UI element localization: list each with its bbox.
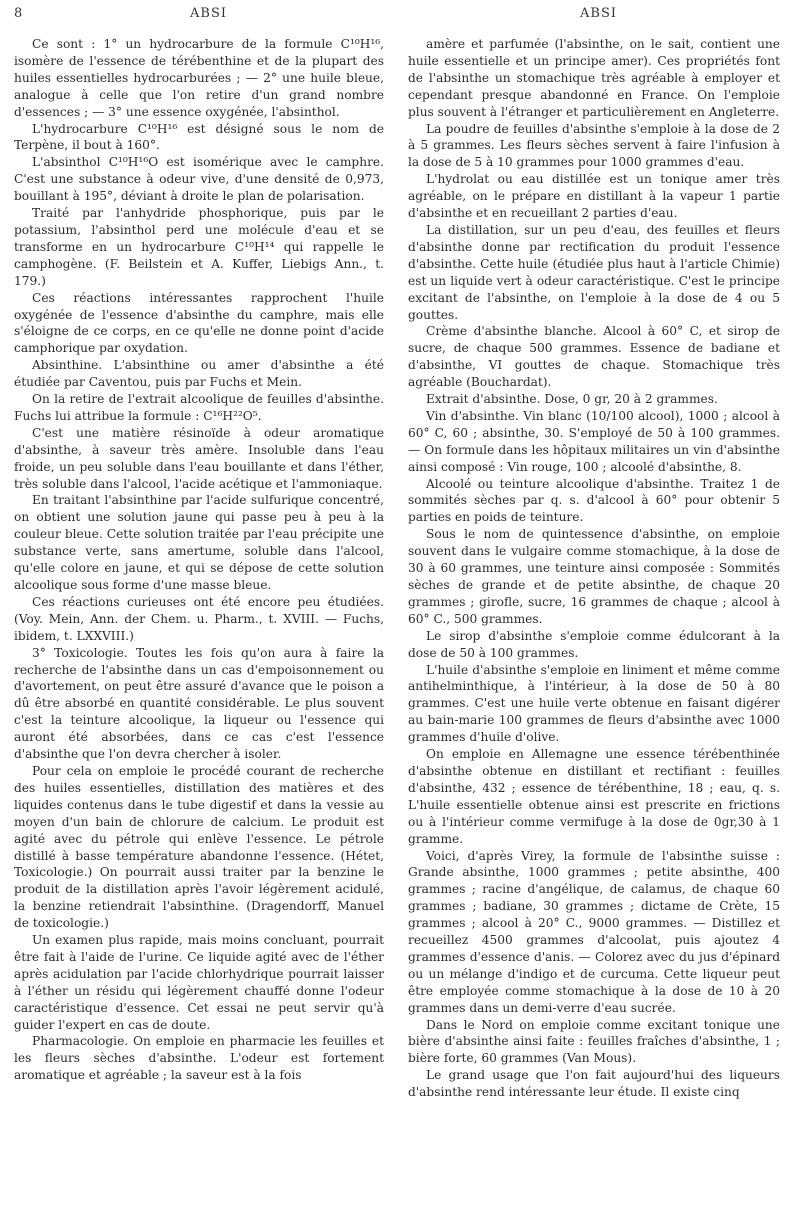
- paragraph: Alcoolé ou teinture alcoolique d'absinthe. Traitez 1 de sommités sèches par q. s. d'alcool à 60° pour obtenir 5 parties en poids de teinture.: [408, 476, 780, 525]
- paragraph: Pharmacologie. On emploie en pharmacie les feuilles et les fleurs sèches d'absinthe. L'odeur est fortement aromatique et agréable ; la saveur est à la fois: [14, 1034, 384, 1083]
- paragraph: amère et parfumée (l'absinthe, on le sait, contient une huile essentielle et un principe amer). Ces propriétés font de l'absinthe un stomachique très agréable à employer et cependant presque abandonné en France. On l'emploie plus souvent à l'étranger et particulièrement en Angleterre.: [408, 37, 780, 119]
- running-head-left: ABSI: [190, 6, 227, 21]
- paragraph: Extrait d'absinthe. Dose, 0 gr, 20 à 2 grammes.: [426, 392, 718, 407]
- paragraph: Un examen plus rapide, mais moins concluant, pourrait être fait à l'aide de l'urine. Ce liquide agité avec de l'éther après acidulation par l'acide chlorhydrique pourrait laisser à l'éther un résidu qui légèrement chauffé donne l'odeur caractéristique d'essence. Cet essai ne peut servir qu'à guider l'expert en cas de doute.: [14, 933, 384, 1032]
- page-number: 8: [14, 6, 23, 21]
- paragraph: Traité par l'anhydride phosphorique, puis par le potassium, l'absinthol perd une molécule d'eau et se transforme en un hydrocarbure C¹⁰H¹⁴ qui rappelle le camphogène. (F. Beilstein et A. Kuffer, Liebigs Ann., t. 179.): [14, 206, 384, 288]
- paragraph: Ce sont : 1° un hydrocarbure de la formule C¹⁰H¹⁶, isomère de l'essence de térébenthine et de la plupart des huiles essentielles hydrocarburées ; — 2° une huile bleue, analogue à celle que l'on retire d'un grand nombre d'essences ; — 3° une essence oxygénée, l'absinthol.: [14, 37, 384, 119]
- paragraph: L'hydrocarbure C¹⁰H¹⁶ est désigné sous le nom de Terpène, il bout à 160°.: [14, 121, 384, 153]
- right-column: [408, 36, 780, 1101]
- paragraph: La distillation, sur un peu d'eau, des feuilles et fleurs d'absinthe donne par rectification du produit l'essence d'absinthe. Cette huile (étudiée plus haut à l'article Chimie) est un liquide vert à odeur caractéristique. C'est le principe excitant de l'absinthe, on l'emploie à la dose de 4 ou 5 gouttes.: [408, 222, 780, 322]
- paragraph: Crème d'absinthe blanche. Alcool à 60° C, et sirop de sucre, de chaque 500 grammes. Essence de badiane et d'absinthe, VI gouttes de chaque. Stomachique très agréable (Bouchardat).: [408, 324, 780, 390]
- left-column: [14, 36, 384, 1084]
- paragraph: Vin d'absinthe. Vin blanc (10/100 alcool), 1000 ; alcool à 60° C, 60 ; absinthe, 30. S'employé de 50 à 100 grammes. — On formule dans les hôpitaux militaires un vin d'absinthe ainsi composé : Vin rouge, 100 ; alcoolé d'absinthe, 8.: [408, 408, 780, 474]
- paragraph: Voici, d'après Virey, la formule de l'absinthe suisse : Grande absinthe, 1000 grammes ; petite absinthe, 400 grammes ; racine d'angélique, de calamus, de chaque 60 grammes ; badiane, 30 grammes ; dictame de Crète, 15 grammes ; alcool à 20° C., 9000 grammes. — Distillez et recueillez 4500 grammes d'alcoolat, puis ajoutez 4 grammes d'essence d'anis. — Colorez avec du jus d'épinard ou un mélange d'indigo et de curcuma. Cette liqueur peut être employée comme stomachique à la dose de 10 à 20 grammes dans un demi-verre d'eau sucrée.: [408, 848, 780, 1015]
- paragraph: L'huile d'absinthe s'emploie en liniment et même comme antihelminthique, à l'intérieur, à la dose de 50 à 80 grammes. C'est une huile verte obtenue en faisant digérer au bain-marie 100 grammes de fleurs d'absinthe avec 1000 grammes d'huile d'olive.: [408, 662, 780, 745]
- paragraph: Pour cela on emploie le procédé courant de recherche des huiles essentielles, distillation des matières et des liquides contenus dans le tube digestif et dans la vessie au moyen d'un bain de chlorure de calcium. Le produit est agité avec du pétrole qui enlève l'essence. Le pétrole distillé à basse température abandonne l'essence. (Hétet, Toxicologie.) On pourrait aussi traiter par la benzine le produit de la distillation après l'avoir légèrement acidulé, la benzine retiendrait l'absinthine. (Dragendorff, Manuel de toxicologie.): [14, 763, 384, 931]
- paragraph: Le grand usage que l'on fait aujourd'hui des liqueurs d'absinthe rend intéressante leur étude. Il existe cinq: [408, 1068, 780, 1100]
- paragraph: Absinthine. L'absinthine ou amer d'absinthe a été étudiée par Caventou, puis par Fuchs et Mein.: [14, 358, 384, 390]
- paragraph: La poudre de feuilles d'absinthe s'emploie à la dose de 2 à 5 grammes. Les fleurs sèches servent à faire l'infusion à la dose de 5 à 10 grammes pour 1000 grammes d'eau.: [408, 121, 780, 170]
- paragraph: En traitant l'absinthine par l'acide sulfurique concentré, on obtient une solution jaune qui passe peu à peu à la couleur bleue. Cette solution traitée par l'eau précipite une substance verte, sans amertume, soluble dans l'alcool, qu'elle colore en jaune, et qui se dépose de cette solution alcoolique sous forme d'une masse bleue.: [14, 493, 384, 592]
- running-head-right: ABSI: [580, 6, 617, 21]
- paragraph: L'absinthol C¹⁰H¹⁶O est isomérique avec le camphre. C'est une substance à odeur vive, d'une densité de 0,973, bouillant à 195°, déviant à droite le plan de polarisation.: [14, 155, 384, 204]
- paragraph: Dans le Nord on emploie comme excitant tonique une bière d'absinthe ainsi faite : feuilles fraîches d'absinthe, 1 ; bière forte, 60 grammes (Van Mous).: [408, 1017, 780, 1066]
- paragraph: On emploie en Allemagne une essence térébenthinée d'absinthe obtenue en distillant et rectifiant : feuilles d'absinthe, 432 ; essence de térébenthine, 18 ; eau, q. s. L'huile essentielle obtenue ainsi est prescrite en frictions ou à l'intérieur comme vermifuge à la dose de 0gr,30 à 1 gramme.: [408, 747, 780, 846]
- paragraph: Ces réactions intéressantes rapprochent l'huile oxygénée de l'essence d'absinthe du camphre, mais elle s'éloigne de ce corps, en ce qu'elle ne donne point d'acide camphorique par oxydation.: [14, 290, 384, 356]
- paragraph: Sous le nom de quintessence d'absinthe, on emploie souvent dans le vulgaire comme stomachique, à la dose de 30 à 60 grammes, une teinture ainsi composée : Sommités sèches de grande et de petite absinthe, de chaque 20 grammes ; girofle, sucre, 16 grammes de chaque ; alcool à 60° C., 500 grammes.: [408, 527, 780, 626]
- paragraph: L'hydrolat ou eau distillée est un tonique amer très agréable, on le prépare en distillant à la vapeur 1 partie d'absinthe et en recueillant 2 parties d'eau.: [408, 172, 780, 221]
- paragraph: On la retire de l'extrait alcoolique de feuilles d'absinthe. Fuchs lui attribue la formule : C¹⁶H²²O⁵.: [14, 392, 384, 423]
- paragraph: C'est une matière résinoïde à odeur aromatique d'absinthe, à saveur très amère. Insoluble dans l'eau froide, un peu soluble dans l'eau bouillante et dans l'éther, très soluble dans l'alcool, l'acide acétique et l'ammoniaque.: [14, 425, 384, 491]
- paragraph: Le sirop d'absinthe s'emploie comme édulcorant à la dose de 50 à 100 grammes.: [408, 628, 780, 660]
- paragraph: Ces réactions curieuses ont été encore peu étudiées. (Voy. Mein, Ann. der Chem. u. Pharm., t. XVIII. — Fuchs, ibidem, t. LXXVIII.): [14, 594, 384, 643]
- paragraph: 3° Toxicologie. Toutes les fois qu'on aura à faire la recherche de l'absinthe dans un cas d'empoisonnement ou d'avortement, on peut être assuré d'avance que le poison a dû être absorbé en quantité considérable. Le plus souvent c'est la teinture alcoolique, la liqueur ou l'essence qui auront été absorbées, dans ce cas c'est l'essence d'absinthe que l'on devra chercher à isoler.: [14, 645, 384, 762]
